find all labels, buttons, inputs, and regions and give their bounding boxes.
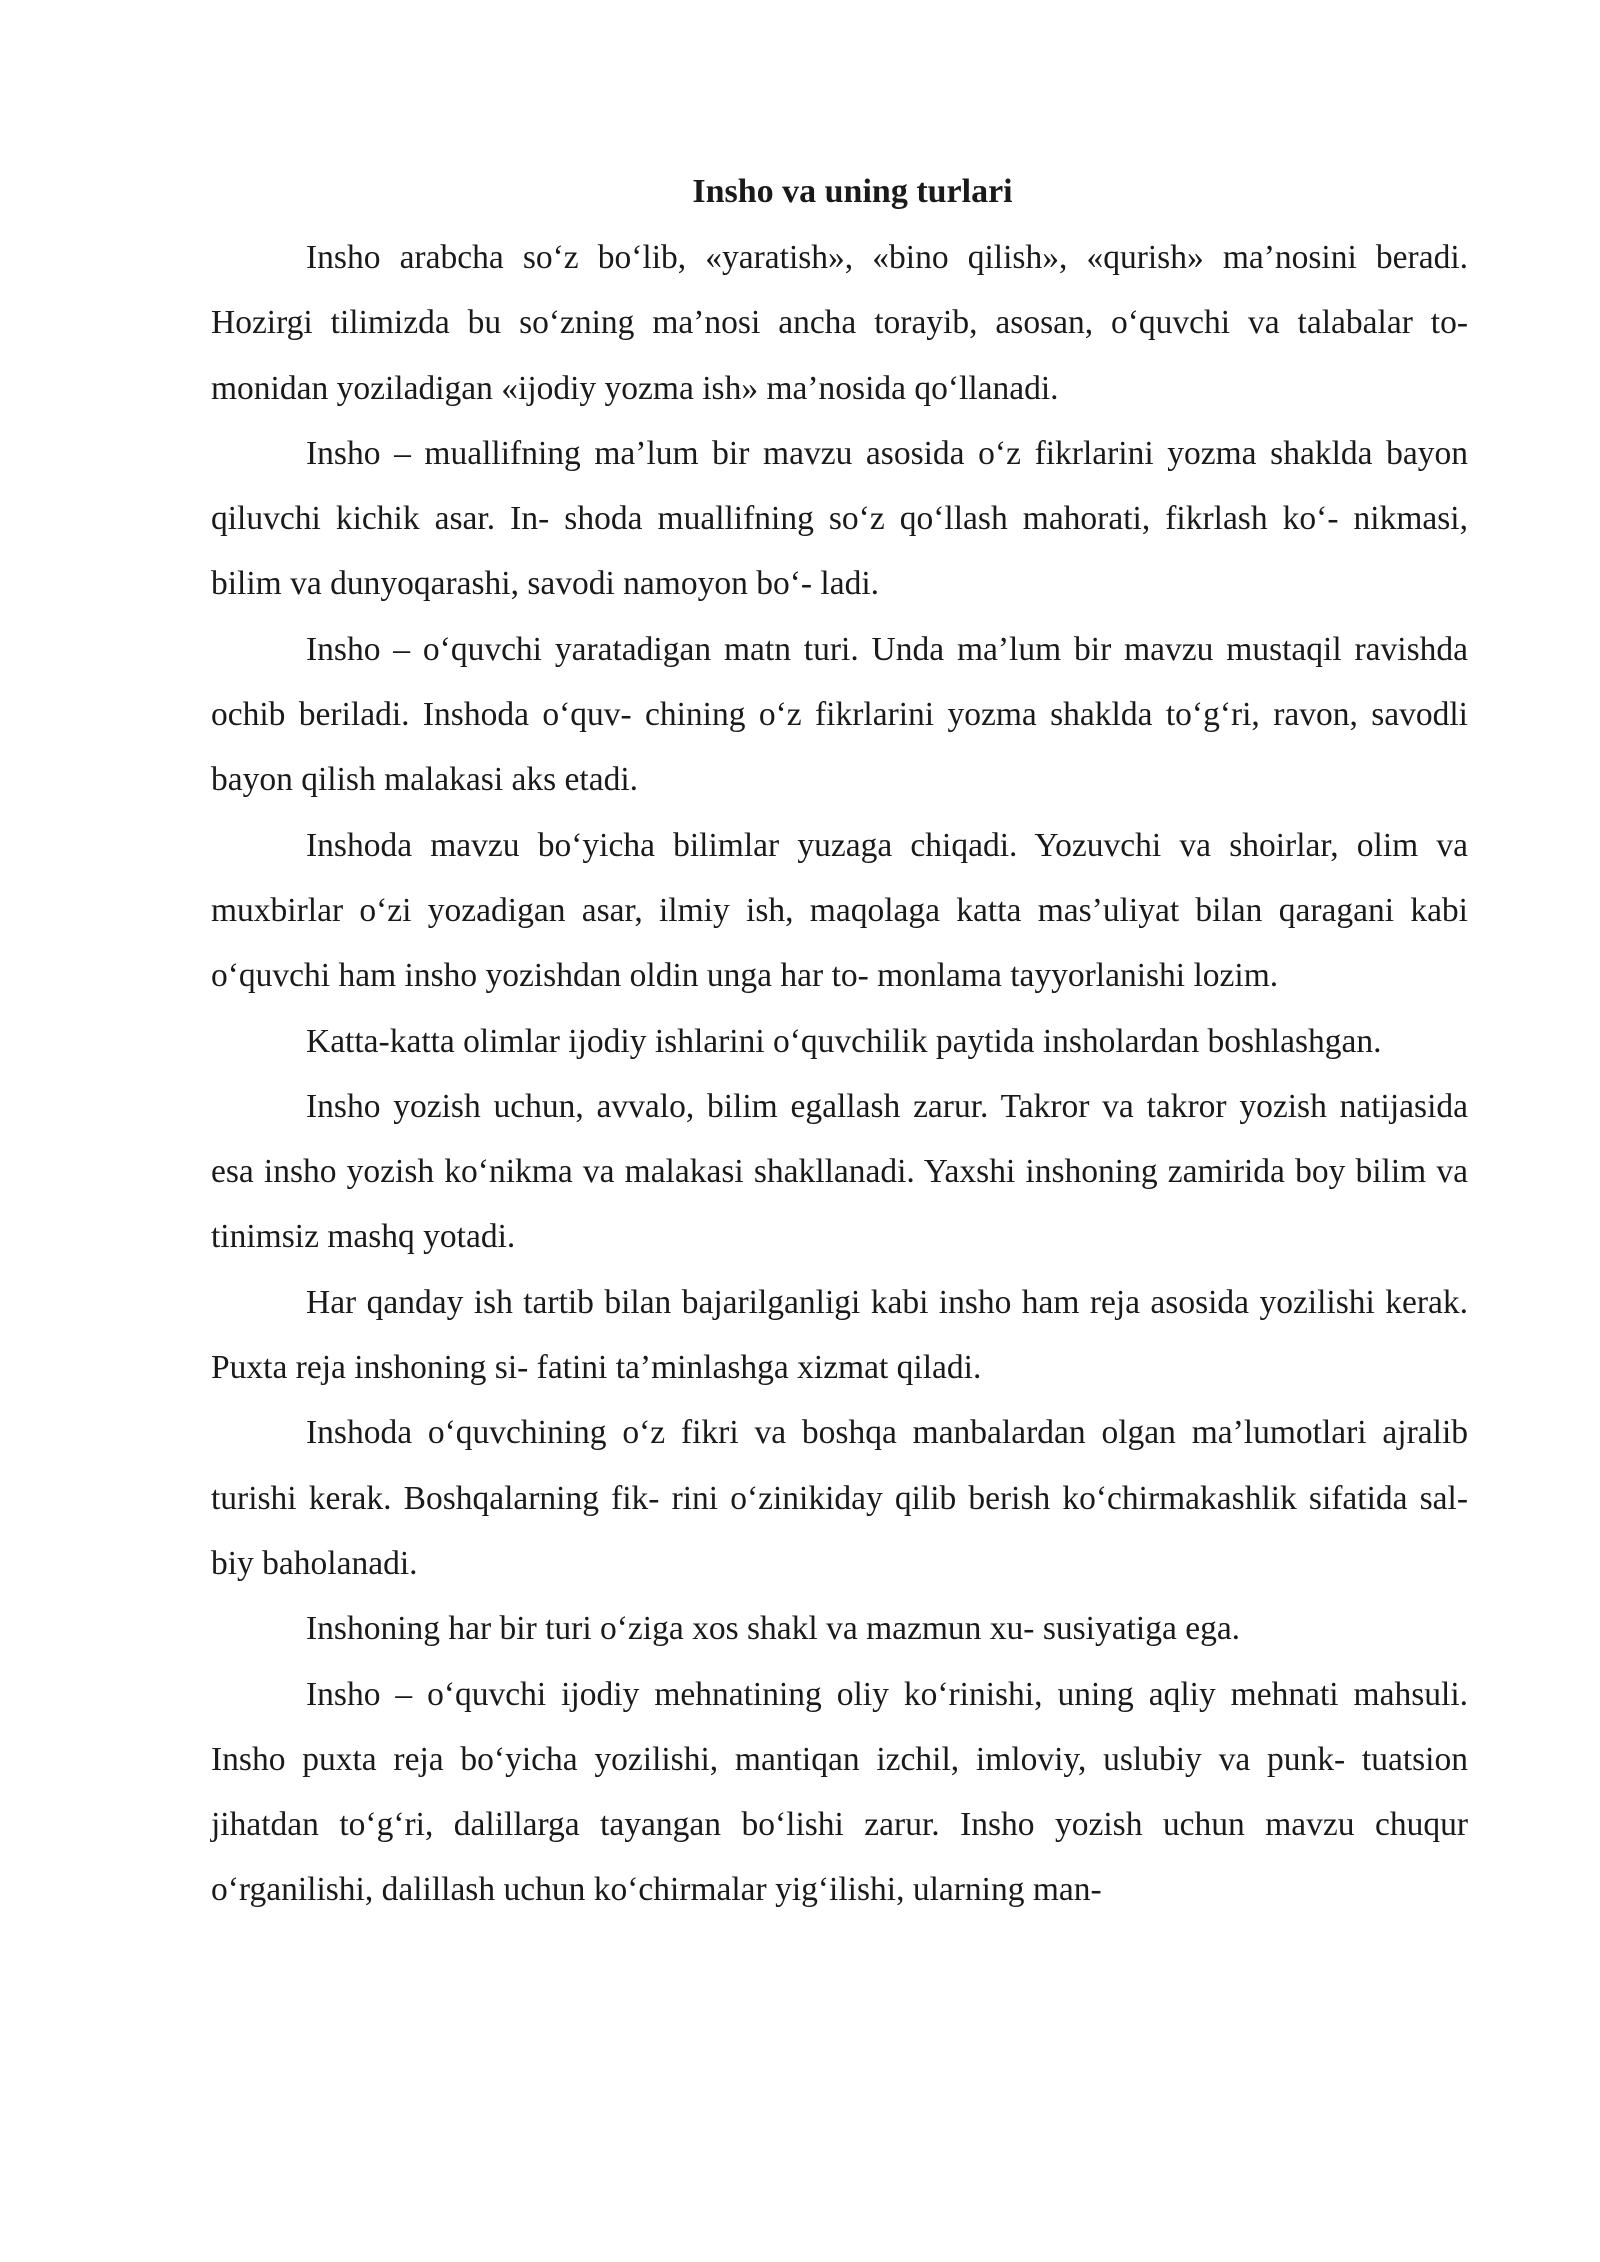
paragraph: Insho yozish uchun, avvalo, bilim egallash zarur. Takror va takror yozish natijasida esa insho yozish ko‘nikma va malakasi shakllanadi. Yaxshi inshoning zamirida boy bilim va tinimsiz mashq yotadi.: [211, 1087, 1468, 1256]
paragraph: Insho – muallifning ma’lum bir mavzu asosida o‘z fikrlarini yozma shaklda bayon qiluvchi kichik asar. In- shoda muallifning so‘z qo‘llash mahorati, fikrlash ko‘- nikmasi, bilim va dunyoqarashi, savodi namoyon bo‘- ladi.: [211, 434, 1468, 603]
paragraph: Inshoda mavzu bo‘yicha bilimlar yuzaga chiqadi. Yozuvchi va shoirlar, olim va muxbirlar o‘zi yozadigan asar, ilmiy ish, maqolaga katta mas’uliyat bilan qaragani kabi o‘quvchi ham insho yozishdan oldin unga har to- monlama tayyorlanishi lozim.: [211, 826, 1468, 995]
document-page: [211, 172, 1468, 1923]
paragraph: Insho – o‘quvchi yaratadigan matn turi. Unda ma’lum bir mavzu mustaqil ravishda ochib beriladi. Inshoda o‘quv- chining o‘z fikrlarini yozma shaklda to‘g‘ri, ravon, savodli bayon qilish malakasi aks etadi.: [211, 630, 1468, 799]
document-title: Insho va uning turlari: [692, 173, 1013, 210]
paragraph: Insho arabcha so‘z bo‘lib, «yaratish», «bino qilish», «qurish» ma’nosini beradi. Hozirgi tilimizda bu so‘zning ma’nosi ancha torayib, asosan, o‘quvchi va talabalar to- monidan yoziladigan «ijodiy yozma ish» ma’nosida qo‘llanadi.: [211, 239, 1468, 407]
paragraph: Har qanday ish tartib bilan bajarilganligi kabi insho ham reja asosida yozilishi kerak. Puxta reja inshoning si- fatini ta’minlashga xizmat qiladi.: [211, 1283, 1468, 1387]
paragraph: Katta-katta olimlar ijodiy ishlarini o‘quvchilik paytida insholardan boshlashgan.: [306, 1022, 1382, 1060]
paragraph: Inshoda o‘quvchining o‘z fikri va boshqa manbalardan olgan ma’lumotlari ajralib turishi kerak. Boshqalarning fik- rini o‘zinikiday qilib berish ko‘chirmakashlik sifatida sal- biy baholanadi.: [211, 1414, 1468, 1582]
paragraph: Insho – o‘quvchi ijodiy mehnatining oliy ko‘rinishi, uning aqliy mehnati mahsuli. Insho puxta reja bo‘yicha yozilishi, mantiqan izchil, imloviy, uslubiy va punk- tuatsion jihatdan to‘g‘ri, dalillarga tayangan bo‘lishi zarur. Insho yozish uchun mavzu chuqur o‘rganilishi, dalillash uchun ko‘chirmalar yig‘ilishi, ularning man-: [211, 1675, 1468, 1909]
paragraph: Inshoning har bir turi o‘ziga xos shakl va mazmun xu- susiyatiga ega.: [306, 1610, 1241, 1648]
